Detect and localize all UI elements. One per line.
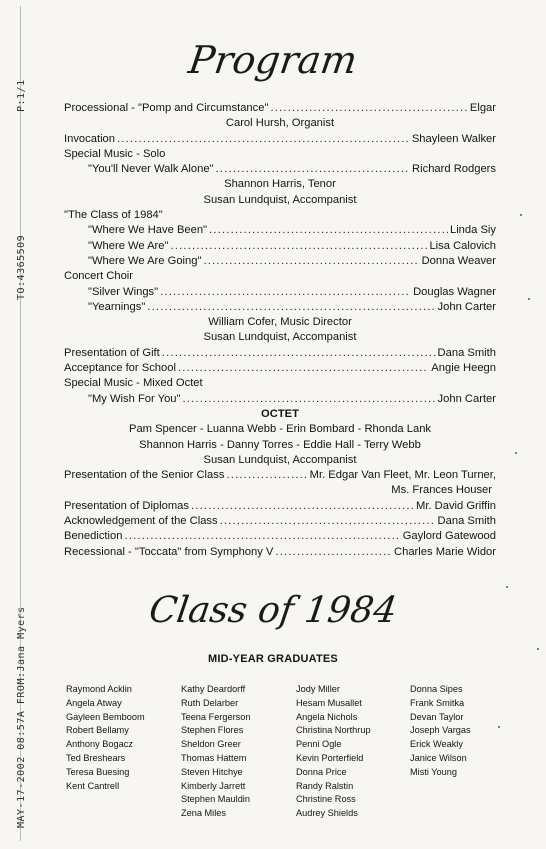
program-item-performer: Douglas Wagner xyxy=(413,285,496,298)
graduate-name: Sheldon Greer xyxy=(181,739,241,750)
program-item-performer: Mr. Edgar Van Fleet, Mr. Leon Turner, xyxy=(309,469,496,482)
graduate-name: Robert Bellamy xyxy=(66,725,129,736)
graduate-name: Donna Price xyxy=(296,766,347,777)
dot-leader xyxy=(170,239,427,254)
dot-leader xyxy=(124,529,400,544)
graduate-name: Raymond Acklin xyxy=(66,684,132,694)
program-item-title: Recessional - "Toccata" from Symphony V xyxy=(64,545,274,558)
graduate-name: Stephen Mauldin xyxy=(181,794,250,805)
program-item-performer: Dana Smith xyxy=(437,515,496,528)
program-section-heading: "The Class of 1984" xyxy=(64,209,163,222)
program-item xyxy=(64,223,496,238)
program-credit: Shannon Harris, Tenor xyxy=(224,178,336,191)
scan-speck xyxy=(537,648,539,650)
dot-leader xyxy=(209,223,448,238)
program-item-performer: Shayleen Walker xyxy=(411,132,496,145)
graduate-name: Christina Northrup xyxy=(296,725,371,736)
graduate-name: Janice Wilson xyxy=(410,752,467,763)
program-item xyxy=(64,132,496,147)
program-item-title: "My Wish For You" xyxy=(88,392,181,405)
program-item xyxy=(64,285,496,300)
dot-leader xyxy=(178,361,429,376)
program-item-performer: Elgar xyxy=(469,102,496,114)
graduate-name: Penni Ogle xyxy=(296,739,342,750)
dot-leader xyxy=(117,132,410,147)
program-item xyxy=(64,300,496,315)
graduate-name: Ruth Delarber xyxy=(181,697,239,708)
graduate-name: Thomas Hattem xyxy=(181,752,247,763)
program-item-title: Presentation of Diplomas xyxy=(64,499,189,512)
program-credit: Pam Spencer - Luanna Webb - Erin Bombard - Rhonda Lank xyxy=(128,423,432,436)
program-item-performer: John Carter xyxy=(437,392,496,405)
fax-recipient: TO:4365509 xyxy=(16,234,27,300)
scan-speck xyxy=(506,586,508,588)
program-item-performer: Linda Siy xyxy=(449,224,496,237)
program-item-title: Benediction xyxy=(64,530,123,543)
graduate-name: Kimberly Jarrett xyxy=(181,780,246,791)
dot-leader xyxy=(147,300,435,315)
dot-leader xyxy=(216,162,411,177)
program-item-performer: Angie Heegn xyxy=(431,362,496,375)
dot-leader xyxy=(191,499,414,514)
program-item-performer-continued: Ms. Frances Houser xyxy=(391,484,492,497)
graduates-column xyxy=(410,683,471,780)
program-item-title: "You'll Never Walk Alone" xyxy=(88,163,214,176)
scan-speck xyxy=(520,214,522,216)
program-credit: William Cofer, Music Director xyxy=(208,316,352,329)
dot-leader xyxy=(275,545,392,560)
program-item-title: "Where We Are Going" xyxy=(88,254,202,267)
program-item-title: Processional - "Pomp and Circumstance" xyxy=(64,102,269,114)
program-item-performer: Gaylord Gatewood xyxy=(402,530,496,543)
program-item xyxy=(64,254,496,269)
graduate-name: Angela Nichols xyxy=(296,711,358,722)
program-item-performer: Lisa Calovich xyxy=(429,239,496,252)
graduate-name: Hesam Musallet xyxy=(296,697,362,708)
dot-leader xyxy=(270,101,467,116)
program-item xyxy=(64,514,496,529)
scan-speck xyxy=(528,298,530,300)
graduate-name: Angela Atway xyxy=(66,697,122,708)
graduate-name: Devan Taylor xyxy=(410,711,464,722)
graduates-heading: MID-YEAR GRADUATES xyxy=(208,653,338,665)
program-credit: Carol Hursh, Organist xyxy=(225,117,335,130)
program-item-performer: Donna Weaver xyxy=(421,254,496,267)
program-item-performer: Charles Marie Widor xyxy=(394,545,496,558)
program-item-title: "Yearnings" xyxy=(88,300,146,313)
graduate-name: Ted Breshears xyxy=(66,752,126,763)
program-item-performer: Mr. David Griffin xyxy=(416,499,496,512)
program-item xyxy=(64,346,496,361)
graduate-name: Donna Sipes xyxy=(410,684,463,694)
program-item-performer: Richard Rodgers xyxy=(412,163,496,176)
program-item-title: "Silver Wings" xyxy=(88,285,159,298)
dot-leader xyxy=(162,346,436,361)
program-item-title: "Where We Are" xyxy=(88,239,169,252)
graduates-column xyxy=(181,683,250,821)
program-item-title: Acknowledgement of the Class xyxy=(64,515,218,528)
program-credit: Susan Lundquist, Accompanist xyxy=(203,193,357,206)
program-item-title: Invocation xyxy=(64,132,115,145)
class-title: Class of 1984 xyxy=(146,590,400,631)
program-item xyxy=(64,545,496,560)
graduate-name: Joseph Vargas xyxy=(410,725,471,736)
program-item xyxy=(64,361,496,376)
graduate-name: Frank Smitka xyxy=(410,697,465,708)
dot-leader xyxy=(203,254,419,269)
program-item-title: "Where We Have Been" xyxy=(88,224,208,237)
program-item-performer: John Carter xyxy=(437,300,496,313)
dot-leader xyxy=(226,468,307,483)
program-item-title: Presentation of Gift xyxy=(64,346,160,359)
program-item-performer: Dana Smith xyxy=(437,346,496,359)
dot-leader xyxy=(220,514,436,529)
dot-leader xyxy=(160,285,411,300)
graduate-name: Kevin Porterfield xyxy=(296,752,364,763)
graduate-name: Christine Ross xyxy=(296,794,356,805)
program-item xyxy=(64,162,496,177)
fax-page-number: P:1/1 xyxy=(16,79,27,112)
program-item xyxy=(64,499,496,514)
program-item-title: Presentation of the Senior Class xyxy=(64,469,225,482)
graduate-name: Stephen Flores xyxy=(181,725,244,736)
graduate-name: Audrey Shields xyxy=(296,808,358,819)
graduates-column xyxy=(296,683,371,821)
graduate-name: Jody Miller xyxy=(296,684,340,694)
program-section-heading: Special Music - Mixed Octet xyxy=(64,377,203,390)
program-item xyxy=(64,101,496,116)
graduate-name: Erick Weakly xyxy=(410,739,463,750)
program-item-title: Acceptance for School xyxy=(64,362,176,375)
graduates-column xyxy=(66,683,145,793)
program-credit: Shannon Harris - Danny Torres - Eddie Hall - Terry Webb xyxy=(139,438,421,451)
scan-speck xyxy=(515,452,517,454)
graduate-name: Randy Ralstin xyxy=(296,780,354,791)
program-section-heading: Special Music - Solo xyxy=(64,147,166,160)
program-item xyxy=(64,529,496,544)
program-credit: Susan Lundquist, Accompanist xyxy=(203,453,357,466)
scan-speck xyxy=(498,726,500,728)
graduate-name: Kathy Deardorff xyxy=(181,684,246,694)
program-item xyxy=(64,468,496,483)
program-item xyxy=(64,239,496,254)
graduate-name: Zena Miles xyxy=(181,808,226,819)
fax-sender-timestamp: MAY-17-2002 08:57A FROM:Jana Myers xyxy=(16,606,27,828)
program-item xyxy=(64,392,496,407)
program-subheading: OCTET xyxy=(261,407,299,420)
graduate-name: Kent Cantrell xyxy=(66,780,120,791)
graduate-name: Gayleen Bemboom xyxy=(66,711,145,722)
graduate-name: Teresa Buesing xyxy=(66,766,130,777)
graduate-name: Teena Fergerson xyxy=(181,711,251,722)
program-title: Program xyxy=(186,38,360,82)
program-section-heading: Concert Choir xyxy=(64,270,134,283)
program-credit: Susan Lundquist, Accompanist xyxy=(203,331,357,344)
graduate-name: Anthony Bogacz xyxy=(66,739,133,750)
graduate-name: Steven Hitchye xyxy=(181,766,243,777)
dot-leader xyxy=(183,392,436,407)
program-listing xyxy=(64,101,496,560)
graduate-name: Misti Young xyxy=(410,766,457,777)
